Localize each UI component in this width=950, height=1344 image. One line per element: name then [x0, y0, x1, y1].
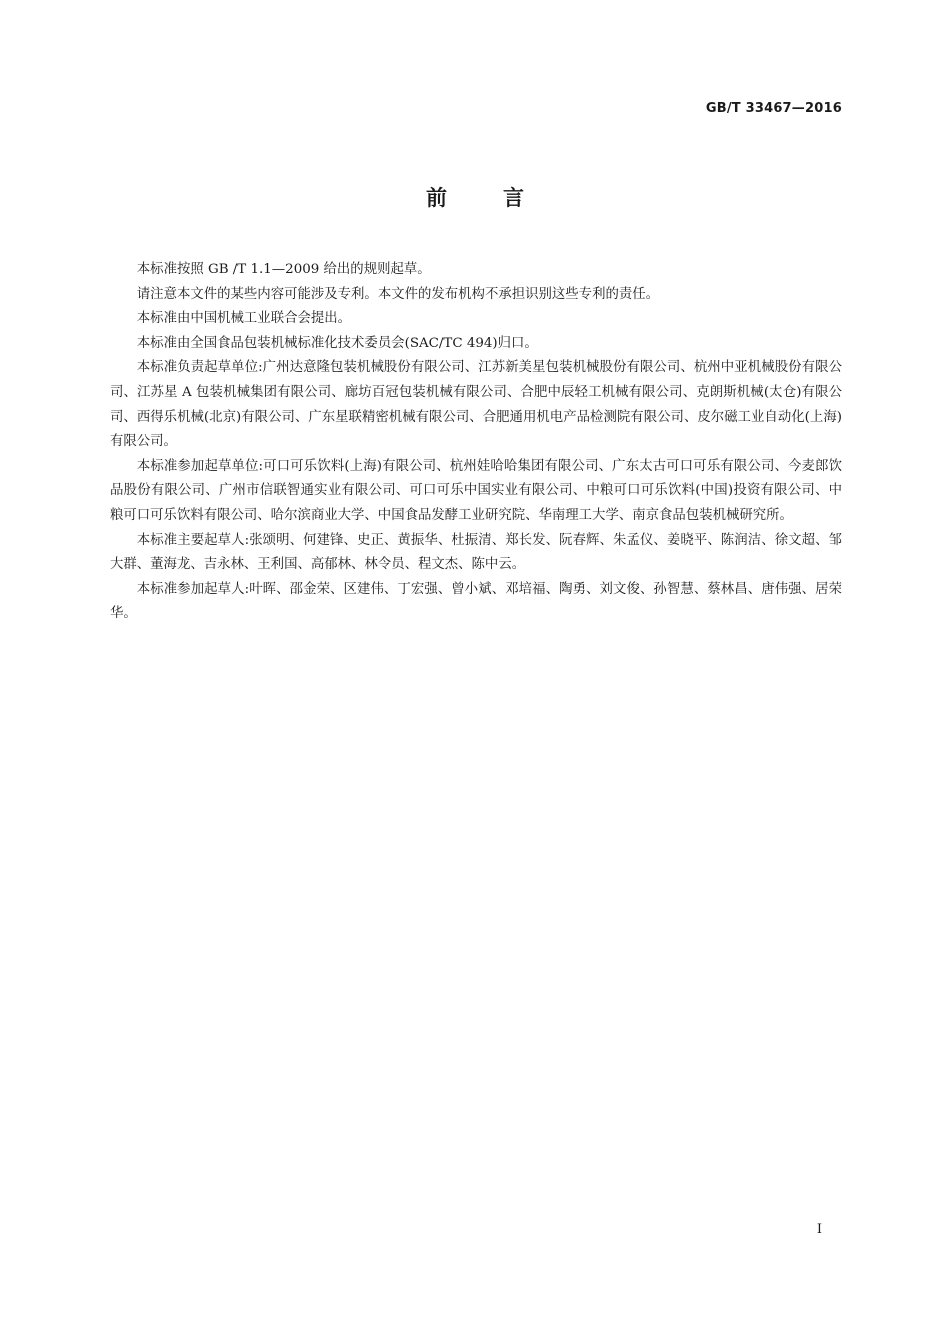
paragraph-participating-units: 本标准参加起草单位:可口可乐饮料(上海)有限公司、杭州娃哈哈集团有限公司、广东太古可口可乐有限公司、今麦郎饮品股份有限公司、广州市信联智通实业有限公司、可口可乐中国实业有限公司、中粮可口可乐饮料(中国)投资有限公司、中粮可口可乐饮料有限公司、哈尔滨商业大学、中国食品发酵工业研究院、华南理工大学、南京食品包装机械研究所。 [110, 458, 842, 523]
paragraph-proposer: 本标准由中国机械工业联合会提出。 [136, 311, 352, 327]
paragraph-lead-drafting-units: 本标准负责起草单位:广州达意隆包装机械股份有限公司、江苏新美星包装机械股份有限公司、杭州中亚机械股份有限公司、江苏星 A 包装机械集团有限公司、廊坊百冠包装机械有限公司、合肥中辰轻工机械有限公司、克朗斯机械(太仓)有限公司、西得乐机械(北京)有限公司、广东星联精密机械有限公司、合肥通用机电产品检测院有限公司、皮尔磁工业自动化(上海)有限公司。 [110, 360, 842, 450]
paragraph-drafting-rules: 本标准按照 GB /T 1.1—2009 给出的规则起草。 [136, 262, 431, 277]
page-title: 前言 [426, 186, 580, 210]
paragraph-patent-notice: 请注意本文件的某些内容可能涉及专利。本文件的发布机构不承担识别这些专利的责任。 [136, 286, 660, 302]
paragraph-participating-drafters: 本标准参加起草人:叶晖、邵金荣、区建伟、丁宏强、曾小斌、邓培福、陶勇、刘文俊、孙智慧、蔡林昌、唐伟强、居荣华。 [110, 581, 842, 622]
page-number: I [816, 1222, 822, 1237]
standard-code: GB/T 33467—2016 [705, 101, 842, 116]
paragraph-main-drafters: 本标准主要起草人:张颂明、何建锋、史正、黄振华、杜振清、郑长发、阮春辉、朱孟仪、姜晓平、陈润洁、徐文超、邹大群、董海龙、吉永林、王利国、高郁林、林令员、程文杰、陈中云。 [110, 532, 842, 573]
paragraph-committee: 本标准由全国食品包装机械标准化技术委员会(SAC/TC 494)归口。 [136, 335, 538, 351]
foreword-body [110, 258, 842, 627]
